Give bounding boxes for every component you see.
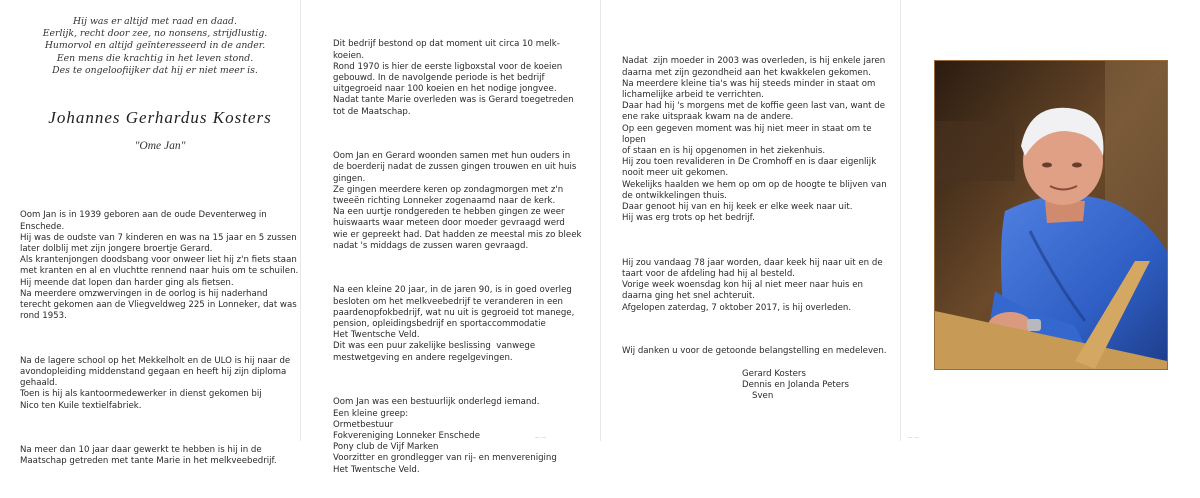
poem [20,16,290,77]
scan-mark: ╌ ╌ [535,434,546,442]
paragraph: Na een kleine 20 jaar, in de jaren 90, is in goed overleg besloten om het melkveebedrijf te veranderen in een paardenopfokbedrijf, wat nu uit is gegroeid tot manege, pension, opleidingsbedrijf en sportaccommodatie Het Twentsche Veld. Dit was een puur zakelijke beslissing vanwege mestwetgeving en andere regelgevingen. [333,285,575,363]
nickname: "Ome Jan" [134,140,186,152]
portrait-illustration [935,61,1167,369]
paragraph: Na de lagere school op het Mekkelholt en de ULO is hij naar de avondopleiding middenstand gegaan en heeft hij zijn diploma gehaald. Toen is hij als kantoormedewerker in dienst gekomen bij Nico ten Kuile textielfabriek. [20,355,291,411]
poem-line: Humorvol en altijd geïnteresseerd in de ander. [44,40,266,52]
paragraph: Na meer dan 10 jaar daar gewerkt te hebben is hij in de Maatschap getreden met tante Marie in het melkveebedrijf. [20,445,277,467]
biography-column-2 [333,17,603,498]
portrait-photo [934,60,1168,370]
biography-column-3 [622,34,892,336]
paragraph: Nadat zijn moeder in 2003 was overleden, is hij enkele jaren daarna met zijn gezondheid aan het kwakkelen gekomen. Na meerdere kleine tia's was hij steeds minder in staat om lichamelijke arbeid te verrichten. Daar had hij 's morgens met de koffie geen last van, want de ene rake uitspraak kwam na de andere. Op een gegeven moment was hij niet meer in staat om te lopen of staan en is hij opgenomen in het ziekenhuis. Hij zou toen revalideren in De Cromhoff en is daar eigenlijk nooit meer uit gekomen. Wekelijks haalden we hem op om op de hoogte te blijven van de ontwikkelingen thuis. Daar genoot hij van en hij keek er elke week naar uit. Hij was erg trots op het bedrijf. [622,56,887,224]
signature-line: Sven [752,391,774,402]
poem-line: Eerlijk, recht door zee, no nonsens, strijdlustig. [42,28,268,40]
signature-line: Dennis en Jolanda Peters [742,380,850,391]
fold-line-3 [900,0,901,441]
biography-column-1 [20,188,305,490]
paragraph: Oom Jan was een bestuurlijk onderlegd iemand. Een kleine greep: Ormetbestuur Fokvereniging Lonneker Enschede Pony club de Vijf Marken Voorzitter en grondlegger van rij- en menvereniging Het Twentsche Veld. [333,397,557,475]
paragraph: Dit bedrijf bestond op dat moment uit circa 10 melk- koeien. Rond 1970 is hier de eerste ligboxstal voor de koeien gebouwd. In de navolgende periode is het bedrijf uitgegroeid naar 100 koeien en het nodige jongvee. Nadat tante Marie overleden was is Gerard toegetreden tot de Maatschap. [333,39,574,117]
poem-line: Des te ongeloofiijker dat hij er niet meer is. [52,64,258,76]
scan-mark: ╌ ╌ [908,434,919,442]
paragraph: Oom Jan is in 1939 geboren aan de oude Deventerweg in Enschede. Hij was de oudste van 7 kinderen en was na 15 jaar en 5 zussen later dolblij met zijn jongere broertje Gerard. Als krantenjongen doodsbang voor onweer liet hij z'n fiets staan met kranten en al en vluchtte rennend naar huis om te schuilen. Hij meende dat lopen dan harder ging als fietsen. Na meerdere omzwervingen in de oorlog is hij naderhand terecht gekomen aan de Vliegveldweg 225 in Lonneker, dat was rond 1953. [20,210,299,322]
poem-line: Een mens die krachtig in het leven stond. [56,52,254,64]
signature-line: Gerard Kosters [742,369,806,379]
thanks-note: Wij danken u voor de getoonde belangstelling en medeleven. [622,346,887,356]
signatures [742,369,849,403]
paragraph: Oom Jan en Gerard woonden samen met hun ouders in de boerderij nadat de zussen gingen trouwen en uit huis gingen. Ze gingen meerdere keren op zondagmorgen met z'n tweeën richting Lonneker zogenaamd naar de kerk. Na een uurtje rondgereden te hebben gingen ze weer huiswaarts waar meteen door moeder gevraagd werd wie er gepreekt had. Dat hadden ze meestal mis zo bleek nadat 's middags de zussen waren gevraagd. [333,151,582,251]
deceased-name: Johannes Gerhardus Kosters [48,108,272,127]
paragraph: Hij zou vandaag 78 jaar worden, daar keek hij naar uit en de taart voor de afdeling had hij al besteld. Vorige week woensdag kon hij al niet meer naar huis en daarna ging het snel achteruit. Afgelopen zaterdag, 7 oktober 2017, is hij overleden. [622,257,883,313]
poem-line: Hij was er altijd met raad en daad. [73,16,237,27]
